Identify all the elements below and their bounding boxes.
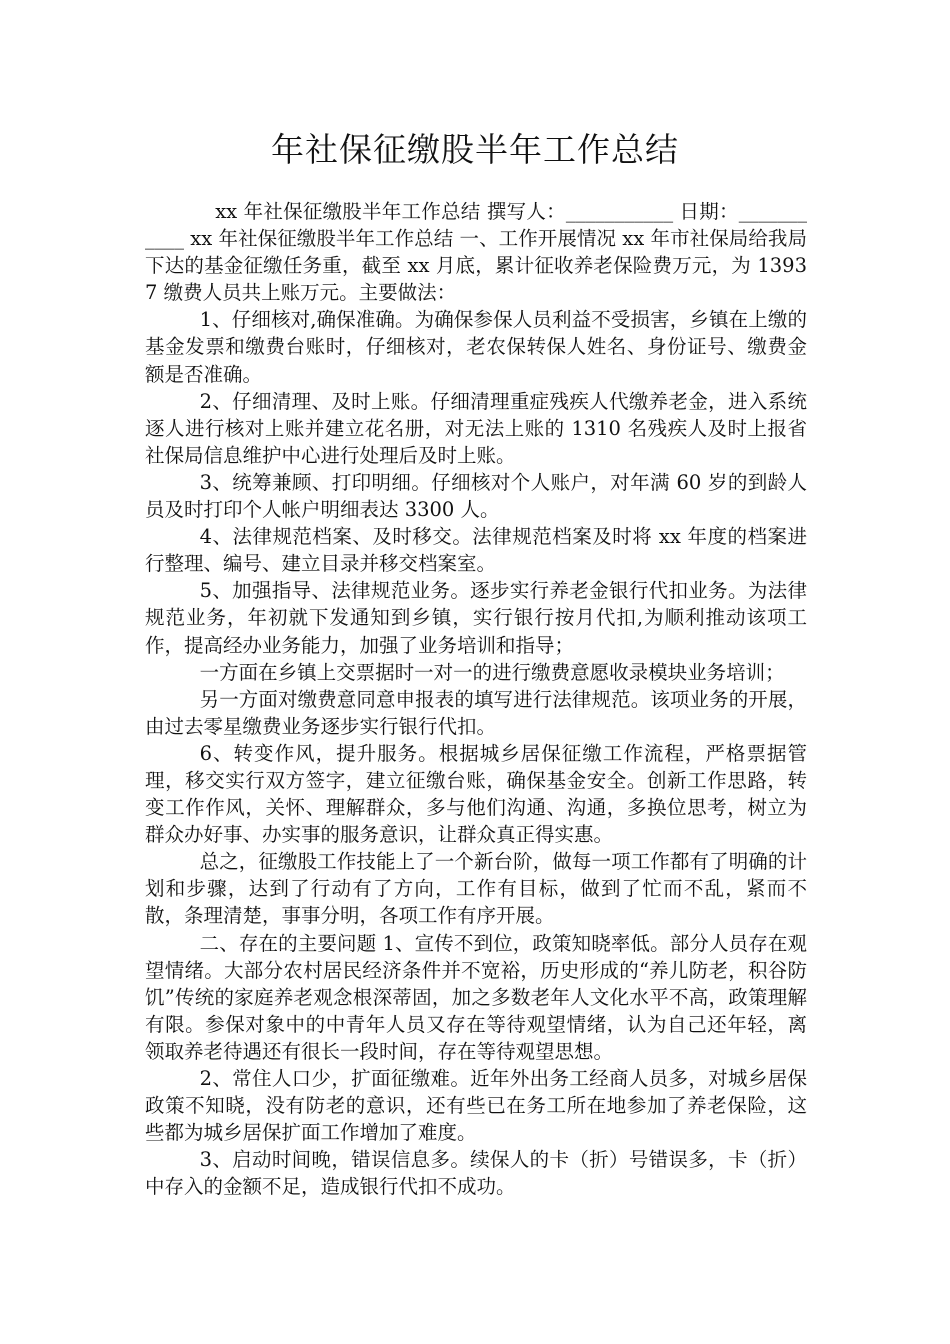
paragraph-problems-1: 二、存在的主要问题 1、宣传不到位，政策知晓率低。部分人员存在观望情绪。大部分农村居民经济条件并不宽裕，历史形成的“养儿防老，积谷防饥”传统的家庭养老观念根深蒂固，加之多数老年人文化水平不高，政策理解有限。参保对象中的中青年人员又存在等待观望情绪，认为自己还年轻，离领取养老待遇还有很长一段时间，存在等待观望思想。 <box>145 931 807 1063</box>
paragraph-summary: 总之，征缴股工作技能上了一个新台阶，做每一项工作都有了明确的计划和步骤，达到了行动有了方向，工作有目标，做到了忙而不乱，紧而不散，条理清楚，事事分明，各项工作有序开展。 <box>145 850 807 928</box>
paragraph-item-1: 1、仔细核对,确保准确。为确保参保人员利益不受损害，乡镇在上缴的基金发票和缴费台账时，仔细核对，老农保转保人姓名、身份证号、缴费金额是否准确。 <box>145 308 807 386</box>
paragraph-item-5: 5、加强指导、法律规范业务。逐步实行养老金银行代扣业务。为法律规范业务，年初就下发通知到乡镇，实行银行按月代扣,为顺利推动该项工作，提高经办业务能力，加强了业务培训和指导； <box>145 579 807 657</box>
paragraph-item-4: 4、法律规范档案、及时移交。法律规范档案及时将 xx 年度的档案进行整理、编号、建立目录并移交档案室。 <box>145 525 807 576</box>
paragraph-item-3: 3、统筹兼顾、打印明细。仔细核对个人账户，对年满 60 岁的到龄人员及时打印个人帐户明细表达 3300 人。 <box>145 470 807 522</box>
document-body <box>145 198 807 1200</box>
document-title: 年社保征缴股半年工作总结 <box>271 130 679 169</box>
paragraph-item-2: 2、仔细清理、及时上账。仔细清理重症残疾人代缴养老金，进入系统逐人进行核对上账并建立花名册，对无法上账的 1310 名残疾人及时上报省社保局信息维护中心进行处理后及时上账。 <box>145 389 807 467</box>
paragraph-intro: xx 年社保征缴股半年工作总结 撰写人：___________ 日期：___________ xx 年社保征缴股半年工作总结 一、工作开展情况 xx 年市社保局给我局下达的基金征缴任务重，截至 xx 月底，累计征收养老保险费万元，为 13937 缴费人员共上账万元。主要做法： <box>145 200 807 305</box>
paragraph-problems-3: 3、启动时间晚，错误信息多。续保人的卡（折）号错误多，卡（折）中存入的金额不足，造成银行代扣不成功。 <box>145 1148 807 1199</box>
paragraph-item-6: 6、转变作风，提升服务。根据城乡居保征缴工作流程，严格票据管理，移交实行双方签字，建立征缴台账，确保基金安全。创新工作思路，转变工作作风，关怀、理解群众，多与他们沟通、沟通，多换位思考，树立为群众办好事、办实事的服务意识，让群众真正得实惠。 <box>145 741 807 847</box>
paragraph-item-5-detail-b: 另一方面对缴费意同意申报表的填写进行法律规范。该项业务的开展，由过去零星缴费业务逐步实行银行代扣。 <box>145 687 807 738</box>
paragraph-problems-2: 2、常住人口少，扩面征缴难。近年外出务工经商人员多，对城乡居保政策不知晓，没有防老的意识，还有些已在务工所在地参加了养老保险，这些都为城乡居保扩面工作增加了难度。 <box>145 1067 807 1145</box>
paragraph-item-5-detail-a: 一方面在乡镇上交票据时一对一的进行缴费意愿收录模块业务培训； <box>199 660 785 684</box>
